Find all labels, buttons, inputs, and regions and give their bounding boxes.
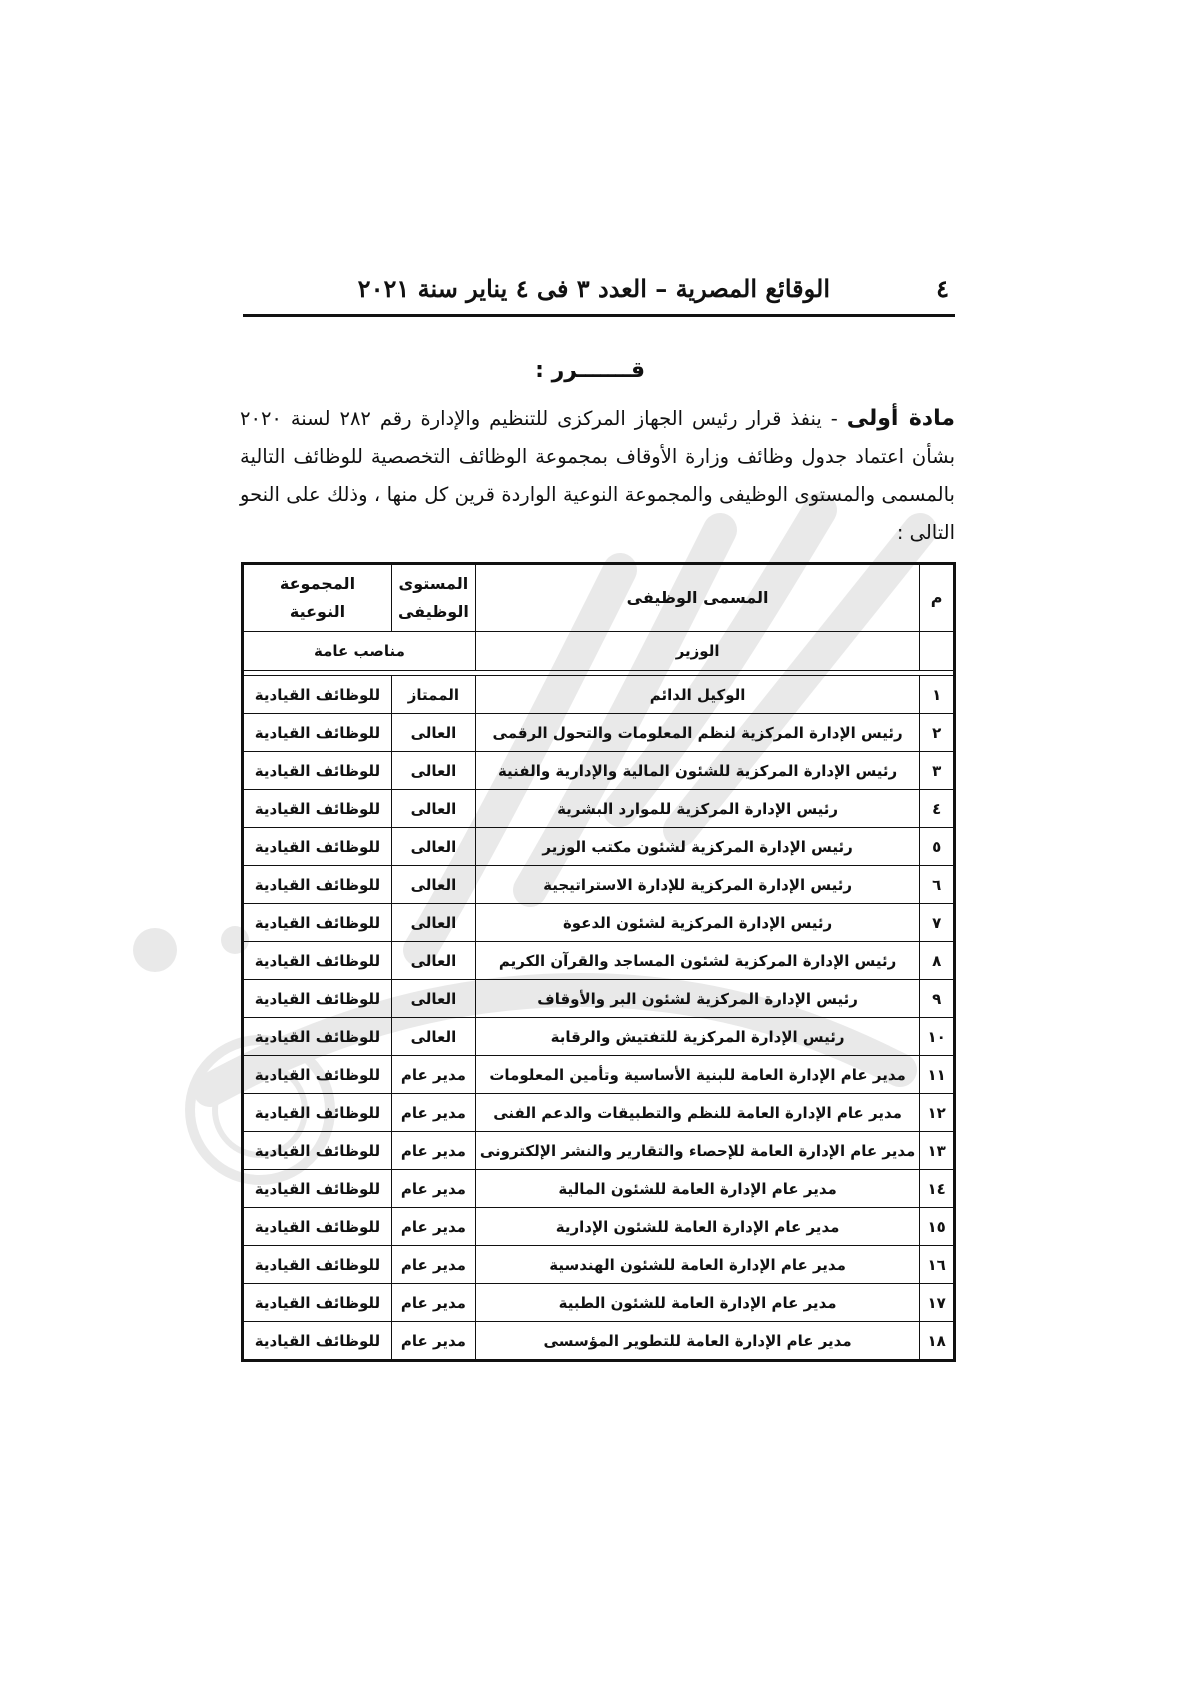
header-num: م xyxy=(920,564,955,632)
row-group: للوظائف القيادية xyxy=(243,676,392,714)
row-group: للوظائف القيادية xyxy=(243,714,392,752)
category-num-cell xyxy=(920,632,955,671)
row-title: الوكيل الدائم xyxy=(475,676,919,714)
row-num: ١٠ xyxy=(920,1018,955,1056)
decision-word: قـــــــرر xyxy=(551,358,645,383)
row-title: رئيس الإدارة المركزية للشئون المالية والإدارية والفنية xyxy=(475,752,919,790)
decision-colon: : xyxy=(535,358,544,383)
table-row xyxy=(243,714,955,752)
header-group xyxy=(243,564,392,632)
article-text: - ينفذ قرار رئيس الجهاز المركزى للتنظيم والإدارة رقم ٢٨٢ لسنة ٢٠٢٠ بشأن اعتماد جدول وظائف وزارة الأوقاف بمجموعة الوظائف التخصصية للوظائف التالية بالمسمى والمستوى الوظيفى والمجموعة النوعية الواردة قرين كل منها ، وذلك على النحو التالى : xyxy=(240,407,955,544)
category-row xyxy=(243,632,955,671)
job-rows xyxy=(243,676,955,1361)
row-group: للوظائف القيادية xyxy=(243,942,392,980)
header-group-line2: النوعية xyxy=(289,602,346,621)
row-title: رئيس الإدارة المركزية لشئون المساجد والقرآن الكريم xyxy=(475,942,919,980)
table-row xyxy=(243,1322,955,1361)
row-group: للوظائف القيادية xyxy=(243,1284,392,1322)
row-num: ١٥ xyxy=(920,1208,955,1246)
row-title: مدير عام الإدارة العامة للإحصاء والتقارير والنشر الإلكترونى xyxy=(475,1132,919,1170)
row-level: العالى xyxy=(391,904,475,942)
row-title: رئيس الإدارة المركزية للتفتيش والرقابة xyxy=(475,1018,919,1056)
row-group: للوظائف القيادية xyxy=(243,1132,392,1170)
row-level: العالى xyxy=(391,714,475,752)
row-num: ٤ xyxy=(920,790,955,828)
row-level: العالى xyxy=(391,752,475,790)
table-row xyxy=(243,942,955,980)
row-group: للوظائف القيادية xyxy=(243,904,392,942)
row-num: ٥ xyxy=(920,828,955,866)
row-num: ٩ xyxy=(920,980,955,1018)
row-group: للوظائف القيادية xyxy=(243,1170,392,1208)
row-group: للوظائف القيادية xyxy=(243,790,392,828)
row-num: ٨ xyxy=(920,942,955,980)
row-level: مدير عام xyxy=(391,1170,475,1208)
row-group: للوظائف القيادية xyxy=(243,980,392,1018)
row-title: رئيس الإدارة المركزية للإدارة الاستراتيجية xyxy=(475,866,919,904)
row-title: رئيس الإدارة المركزية لشئون الدعوة xyxy=(475,904,919,942)
row-title: رئيس الإدارة المركزية لشئون البر والأوقاف xyxy=(475,980,919,1018)
table-row xyxy=(243,1132,955,1170)
row-num: ٧ xyxy=(920,904,955,942)
table-row xyxy=(243,866,955,904)
row-num: ٢ xyxy=(920,714,955,752)
row-title: مدير عام الإدارة العامة للشئون الطبية xyxy=(475,1284,919,1322)
row-level: العالى xyxy=(391,790,475,828)
row-group: للوظائف القيادية xyxy=(243,1056,392,1094)
category-title: الوزير xyxy=(475,632,919,671)
table-header-row xyxy=(243,564,955,632)
row-title: رئيس الإدارة المركزية للموارد البشرية xyxy=(475,790,919,828)
table-row xyxy=(243,980,955,1018)
row-group: للوظائف القيادية xyxy=(243,1322,392,1361)
page-number: ٤ xyxy=(936,274,949,303)
row-group: للوظائف القيادية xyxy=(243,1246,392,1284)
row-level: العالى xyxy=(391,942,475,980)
row-title: مدير عام الإدارة العامة للشئون المالية xyxy=(475,1170,919,1208)
row-title: مدير عام الإدارة العامة للشئون الإدارية xyxy=(475,1208,919,1246)
row-level: مدير عام xyxy=(391,1056,475,1094)
table-row xyxy=(243,1170,955,1208)
row-num: ١٨ xyxy=(920,1322,955,1361)
row-level: العالى xyxy=(391,1018,475,1056)
decision-heading xyxy=(535,358,645,383)
row-level: مدير عام xyxy=(391,1246,475,1284)
row-title: مدير عام الإدارة العامة للشئون الهندسية xyxy=(475,1246,919,1284)
table-row xyxy=(243,1094,955,1132)
article-lead: مادة أولى xyxy=(846,406,955,431)
table-row xyxy=(243,676,955,714)
row-group: للوظائف القيادية xyxy=(243,1208,392,1246)
header-group-line1: المجموعة xyxy=(279,574,356,593)
header-level-line1: المستوى xyxy=(398,574,469,593)
table-row xyxy=(243,790,955,828)
row-title: مدير عام الإدارة العامة للنظم والتطبيقات والدعم الفنى xyxy=(475,1094,919,1132)
row-num: ١٢ xyxy=(920,1094,955,1132)
row-num: ١٧ xyxy=(920,1284,955,1322)
row-group: للوظائف القيادية xyxy=(243,1094,392,1132)
row-title: رئيس الإدارة المركزية لشئون مكتب الوزير xyxy=(475,828,919,866)
table-row xyxy=(243,1208,955,1246)
table-row xyxy=(243,828,955,866)
table-row xyxy=(243,904,955,942)
row-num: ١٤ xyxy=(920,1170,955,1208)
row-level: مدير عام xyxy=(391,1322,475,1361)
row-level: مدير عام xyxy=(391,1132,475,1170)
table-row xyxy=(243,1246,955,1284)
row-group: للوظائف القيادية xyxy=(243,866,392,904)
row-title: مدير عام الإدارة العامة للتطوير المؤسسى xyxy=(475,1322,919,1361)
table-row xyxy=(243,1284,955,1322)
row-level: العالى xyxy=(391,828,475,866)
row-group: للوظائف القيادية xyxy=(243,752,392,790)
header-level-line2: الوظيفى xyxy=(397,602,469,621)
page-header xyxy=(243,270,955,317)
row-num: ٦ xyxy=(920,866,955,904)
article-paragraph xyxy=(240,400,955,552)
header-title: المسمى الوظيفى xyxy=(475,564,919,632)
row-level: مدير عام xyxy=(391,1208,475,1246)
category-group: مناصب عامة xyxy=(243,632,476,671)
row-title: رئيس الإدارة المركزية لنظم المعلومات والتحول الرقمى xyxy=(475,714,919,752)
row-num: ١٦ xyxy=(920,1246,955,1284)
row-level: العالى xyxy=(391,866,475,904)
row-level: الممتاز xyxy=(391,676,475,714)
row-group: للوظائف القيادية xyxy=(243,1018,392,1056)
row-level: مدير عام xyxy=(391,1284,475,1322)
row-group: للوظائف القيادية xyxy=(243,828,392,866)
row-level: العالى xyxy=(391,980,475,1018)
table-row xyxy=(243,1056,955,1094)
row-level: مدير عام xyxy=(391,1094,475,1132)
jobs-table xyxy=(241,562,956,1362)
row-num: ١١ xyxy=(920,1056,955,1094)
row-num: ٣ xyxy=(920,752,955,790)
row-num: ١٣ xyxy=(920,1132,955,1170)
table-row xyxy=(243,752,955,790)
row-num: ١ xyxy=(920,676,955,714)
header-level xyxy=(391,564,475,632)
gazette-title: الوقائع المصرية – العدد ٣ فى ٤ يناير سنة ٢٠٢١ xyxy=(357,274,830,303)
table-row xyxy=(243,1018,955,1056)
row-title: مدير عام الإدارة العامة للبنية الأساسية وتأمين المعلومات xyxy=(475,1056,919,1094)
